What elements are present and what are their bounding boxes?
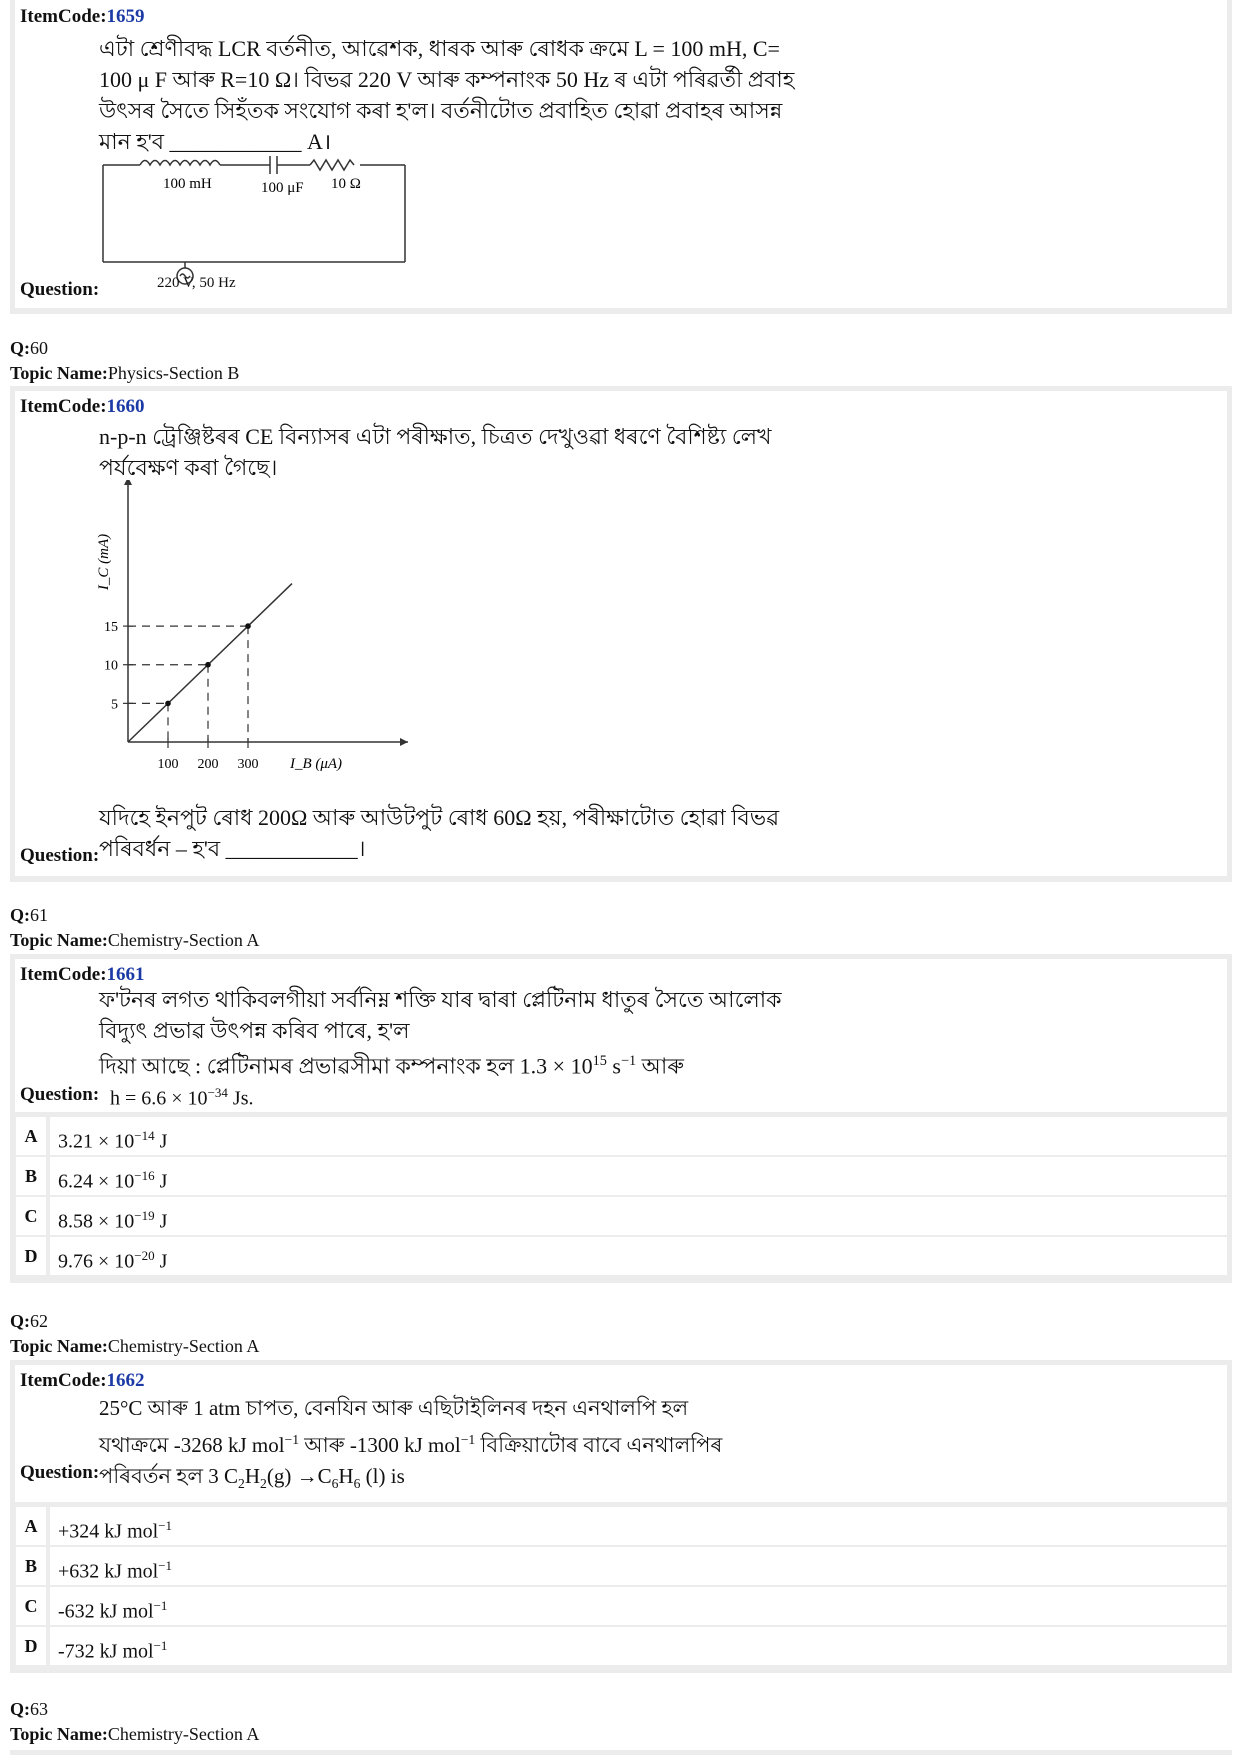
question-line: উৎসৰ সৈতে সিহঁতক সংযোগ কৰা হ'ল। বৰ্তনীটোত প্ৰবাহিত হোৱা প্ৰবাহৰ আসন্ন [99,98,783,123]
source-label: 220 V, 50 Hz [157,275,236,291]
subscript: 6 [331,1476,339,1492]
topic-label: Topic Name: [10,363,108,383]
item-code-label [20,396,145,418]
option-base: 8.58 × 10 [58,1210,135,1233]
inductor-label: 100 mH [163,176,212,192]
question-label: Question: [20,1462,100,1483]
item-code: 1659 [106,6,145,27]
topic-name [10,1336,259,1357]
y-tick-label: 15 [104,620,118,636]
item-code-label [20,6,145,28]
option-letter: B [16,1547,46,1585]
question-line: n-p-n ট্ৰেঞ্জিষ্টৰৰ CE বিন্যাসৰ এটা পৰীক্ষাত, চিত্ৰত দেখুওৱা ধৰণে বৈশিষ্ট্য লেখ [99,424,772,449]
option-letter: C [16,1197,46,1235]
topic-label: Topic Name: [10,1336,108,1356]
topic-value: Chemistry-Section A [107,930,260,950]
subscript: 2 [238,1476,245,1492]
y-tick-label: 5 [111,697,118,713]
q-label: Q: [10,905,30,925]
question-number [10,338,48,359]
option-exponent: −14 [134,1128,155,1143]
option-row-a[interactable] [10,1507,1232,1547]
q-number: 61 [30,905,48,925]
q-label: Q: [10,1699,30,1719]
item-code: 1660 [106,396,145,417]
option-unit: J [154,1170,168,1193]
question-number [10,905,48,926]
option-row-d[interactable] [10,1237,1232,1283]
topic-value: Chemistry-Section A [107,1724,260,1744]
option-exponent: −1 [153,1598,168,1613]
x-axis-arrow [400,738,408,746]
text-fragment: বিক্ৰিয়াটোৰ বাবে এনথালপিৰ [475,1433,723,1457]
option-unit: J [154,1210,168,1233]
question-text-1661 [99,984,782,1081]
item-code: 1662 [106,1370,145,1391]
x-tick-label: 300 [237,757,259,772]
option-exponent: −1 [158,1558,173,1573]
question-label: Question: [20,845,100,866]
option-letter: B [16,1157,46,1195]
question-number [10,1699,48,1720]
exponent: −1 [460,1432,476,1447]
q-number: 60 [30,338,48,358]
data-point [245,623,251,629]
item-code-prefix: ItemCode: [20,1370,107,1391]
q-number: 63 [30,1699,48,1719]
text-fragment: h = 6.6 × 10 [110,1087,208,1110]
item-code-prefix: ItemCode: [20,6,107,27]
text-fragment: s [606,1053,621,1079]
option-letter: C [16,1587,46,1625]
option-text[interactable] [50,1507,1227,1545]
option-text[interactable] [50,1587,1227,1625]
option-row-b[interactable] [10,1157,1232,1197]
y-axis-arrow [124,480,132,485]
question-line: 100 μ F আৰু R=10 Ω। বিভৱ 220 V আৰু কম্পনাংক 50 Hz ৰ এটা পৰিৱৰ্তী প্ৰবাহ [99,67,795,92]
question-number [10,1311,48,1332]
question-line: এটা শ্ৰেণীবদ্ধ LCR বৰ্তনীত, আৱেশক, ধাৰক আৰু ৰোধক ক্ৰমে L = 100 mH, C= [99,36,780,61]
option-base: 6.24 × 10 [58,1170,135,1193]
option-unit: J [154,1130,168,1153]
question-text-bottom [99,802,779,864]
option-letter: A [16,1507,46,1545]
text-fragment: পৰিবৰ্তন হল 3 C [99,1464,239,1488]
topic-name [10,363,239,384]
question-line [99,1461,722,1499]
question-line: পৰ্যবেক্ষণ কৰা গৈছে। [99,455,278,480]
option-row-d[interactable] [10,1627,1232,1673]
topic-value: Chemistry-Section A [107,1336,260,1356]
question-line: মান হ'ব ____________ A। [99,129,332,154]
text-fragment: H [338,1464,354,1488]
option-exponent: −1 [158,1518,173,1533]
exponent: 15 [592,1053,607,1069]
question-line: যদিহে ইনপুট ৰোধ 200Ω আৰু আউটপুট ৰোধ 60Ω হয়, পৰীক্ষাটোত হোৱা বিভৱ [99,805,780,830]
option-unit: J [154,1250,168,1273]
option-row-a[interactable] [10,1117,1232,1157]
topic-name [10,930,259,951]
exponent: −34 [207,1085,228,1100]
option-text[interactable] [50,1157,1227,1195]
option-base: -632 kJ mol [58,1600,154,1623]
option-exponent: −20 [134,1248,155,1263]
x-tick-label: 100 [157,757,179,772]
question-text-1659 [99,33,794,157]
capacitor-label: 100 μF [261,180,304,196]
question-line: ফ'টনৰ লগত থাকিবলগীয়া সৰ্বনিম্ন শক্তি যাৰ দ্বাৰা প্লেটিনাম ধাতুৰ সৈতে আলোক [99,987,782,1012]
option-letter: A [16,1117,46,1155]
topic-label: Topic Name: [10,1724,108,1744]
option-text[interactable] [50,1627,1227,1665]
question-text-top [99,421,772,483]
option-text[interactable] [50,1237,1227,1275]
item-code-prefix: ItemCode: [20,964,107,985]
text-fragment: H [244,1464,261,1488]
text-fragment: আৰু [636,1053,684,1079]
x-axis-label: I_B (μA) [289,756,343,772]
option-row-c[interactable] [10,1197,1232,1237]
ic-ib-characteristic-chart [90,480,420,780]
question-label: Question: [20,279,100,300]
exponent: −1 [284,1432,300,1447]
subscript: 2 [260,1476,267,1492]
option-base: 3.21 × 10 [58,1130,135,1153]
option-base: +324 kJ mol [58,1520,159,1543]
q-label: Q: [10,338,30,358]
resistor-label: 10 Ω [331,176,361,192]
question-text-1662 [99,1393,722,1499]
option-base: -732 kJ mol [58,1640,154,1663]
item-code-prefix: ItemCode: [20,396,107,417]
option-letter: D [16,1237,46,1275]
q-label: Q: [10,1311,30,1331]
text-fragment: Js. [227,1087,254,1110]
item-code: 1661 [106,964,145,985]
option-base: 9.76 × 10 [58,1250,135,1273]
subscript: 6 [353,1476,361,1492]
y-axis-label: I_C (mA) [96,533,112,591]
question-line: বিদ্যুৎ প্ৰভাৱ উৎপন্ন কৰিব পাৰে, হ'ল [99,1018,410,1043]
data-point [205,662,211,668]
y-tick-label: 10 [104,658,118,674]
option-row-c[interactable] [10,1587,1232,1627]
text-fragment: দিয়া আছে : প্লেটিনামৰ প্ৰভাৱসীমা কম্পনাংক হল 1.3 × 10 [99,1053,593,1079]
text-fragment: (l) is [360,1464,405,1488]
card-top-edge [10,1750,1232,1755]
exponent: −1 [620,1053,637,1069]
x-tick-label: 200 [197,757,219,772]
question-line: পৰিবৰ্ধন – হ'ব ____________। [99,836,366,861]
option-exponent: −19 [134,1208,155,1223]
option-text[interactable] [50,1197,1227,1235]
question-line [110,1077,253,1115]
text-fragment: যথাক্ৰমে -3268 kJ mol [99,1433,285,1457]
option-text[interactable] [50,1117,1227,1155]
item-code-label [20,1370,145,1392]
question-line: 25°C আৰু 1 atm চাপত, বেনযিন আৰু এছিটাইলিনৰ দহন এনথালপি হল [99,1396,689,1420]
option-exponent: −1 [153,1638,168,1653]
inductor-symbol [140,161,220,166]
text-fragment: আৰু -1300 kJ mol [299,1433,461,1457]
question-line [99,1424,722,1461]
option-exponent: −16 [134,1168,155,1183]
option-base: +632 kJ mol [58,1560,159,1583]
item-code-label [20,964,145,986]
option-text[interactable] [50,1547,1227,1585]
question-label: Question: [20,1084,100,1105]
topic-name [10,1724,259,1745]
q-number: 62 [30,1311,48,1331]
option-letter: D [16,1627,46,1665]
resistor-symbol [310,160,354,170]
text-fragment: (g) →C [266,1464,332,1488]
topic-label: Topic Name: [10,930,108,950]
data-point [165,701,171,707]
option-row-b[interactable] [10,1547,1232,1587]
lcr-circuit-diagram [95,150,415,300]
topic-value: Physics-Section B [107,363,240,383]
